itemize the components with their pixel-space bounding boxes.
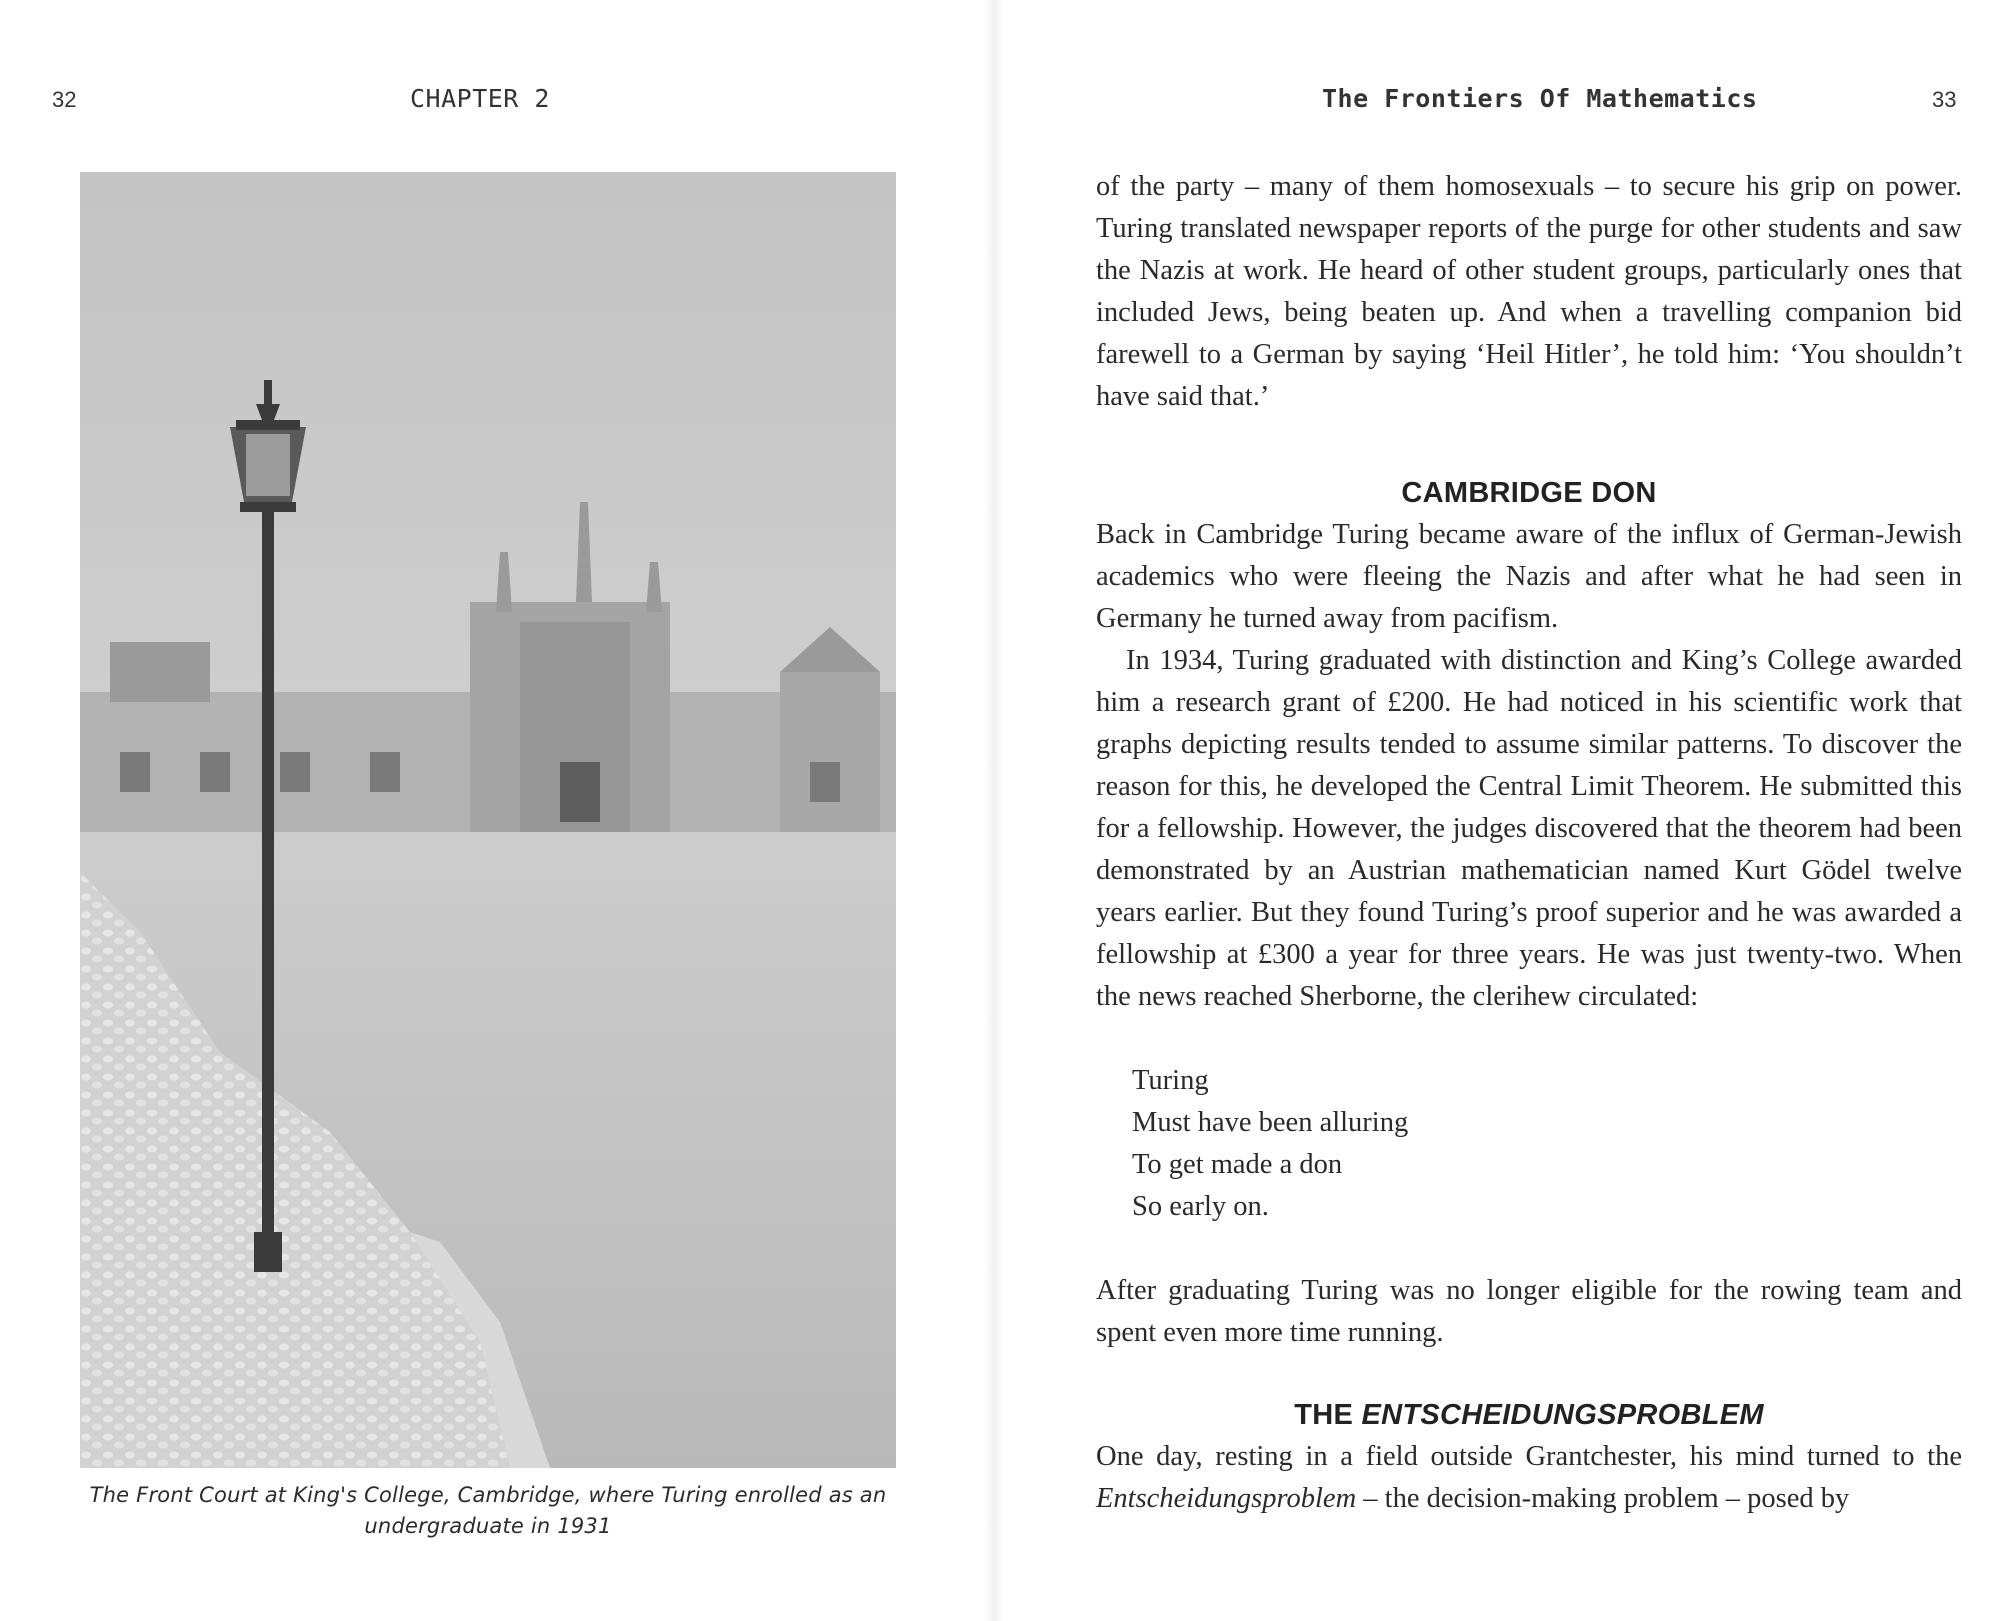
photo-icon — [80, 172, 896, 1468]
heading-italic: ENTSCHEIDUNGSPROBLEM — [1361, 1399, 1764, 1431]
verse-line: Must have been alluring — [1132, 1107, 1409, 1138]
running-head: CHAPTER 2 — [410, 84, 550, 113]
page-number: 33 — [1932, 87, 1957, 112]
clerihew-verse — [1096, 1060, 1962, 1228]
right-page — [1000, 0, 2000, 1621]
photo-caption — [80, 1480, 896, 1542]
caption-line: The Front Court at King's College, Cambridge, where Turing enrolled as an — [89, 1483, 887, 1507]
paragraph — [1096, 1436, 1962, 1520]
caption-line: undergraduate in 1931 — [364, 1514, 612, 1538]
paragraph: Back in Cambridge Turing became aware of the influx of German-Jewish academics who were fleeing the Nazis and after what he had seen in Germany he turned away from pacifism. — [1096, 519, 1962, 634]
section-heading — [1096, 1394, 1962, 1436]
page-number: 32 — [52, 87, 77, 112]
running-head: The Frontiers Of Mathematics — [1322, 84, 1758, 113]
para-italic: Entscheidungsproblem — [1096, 1483, 1357, 1514]
para-end: – the decision-making problem – posed by — [1356, 1483, 1850, 1514]
paragraph: of the party – many of them homosexuals – to secure his grip on power. Turing translated newspaper reports of the purge for other students and saw the Nazis at work. He heard of other student groups, particularly ones that included Jews, being beaten up. And when a travelling companion bid farewell to a German by saying ‘Heil Hitler’, he told him: ‘You shouldn’t have said that.’ — [1096, 171, 1962, 412]
para-start: One day, resting in a field outside Grantchester, his mind turned to the — [1096, 1441, 1962, 1472]
section-heading: CAMBRIDGE DON — [1401, 477, 1657, 509]
left-page — [0, 0, 980, 1621]
paragraph: In 1934, Turing graduated with distinction and King’s College awarded him a research grant of £200. He had noticed in his scientific work that graphs depicting results tended to assume similar patterns. To discover the reason for this, he developed the Central Limit Theorem. He submitted this for a fellowship. However, the judges discovered that the theorem had been demonstrated by an Austrian mathematician named Kurt Gödel twelve years earlier. But they found Turing’s proof superior and he was awarded a fellowship at £300 a year for three years. He was just twenty-two. When the news reached Sherborne, the clerihew circulated: — [1096, 645, 1962, 1012]
heading-prefix: THE — [1294, 1399, 1362, 1431]
paragraph: After graduating Turing was no longer eligible for the rowing team and spent even more time running. — [1096, 1275, 1962, 1348]
verse-line: So early on. — [1132, 1191, 1269, 1222]
verse-line: Turing — [1132, 1065, 1209, 1096]
verse-line: To get made a don — [1132, 1149, 1343, 1180]
body-text — [1096, 166, 1962, 1520]
